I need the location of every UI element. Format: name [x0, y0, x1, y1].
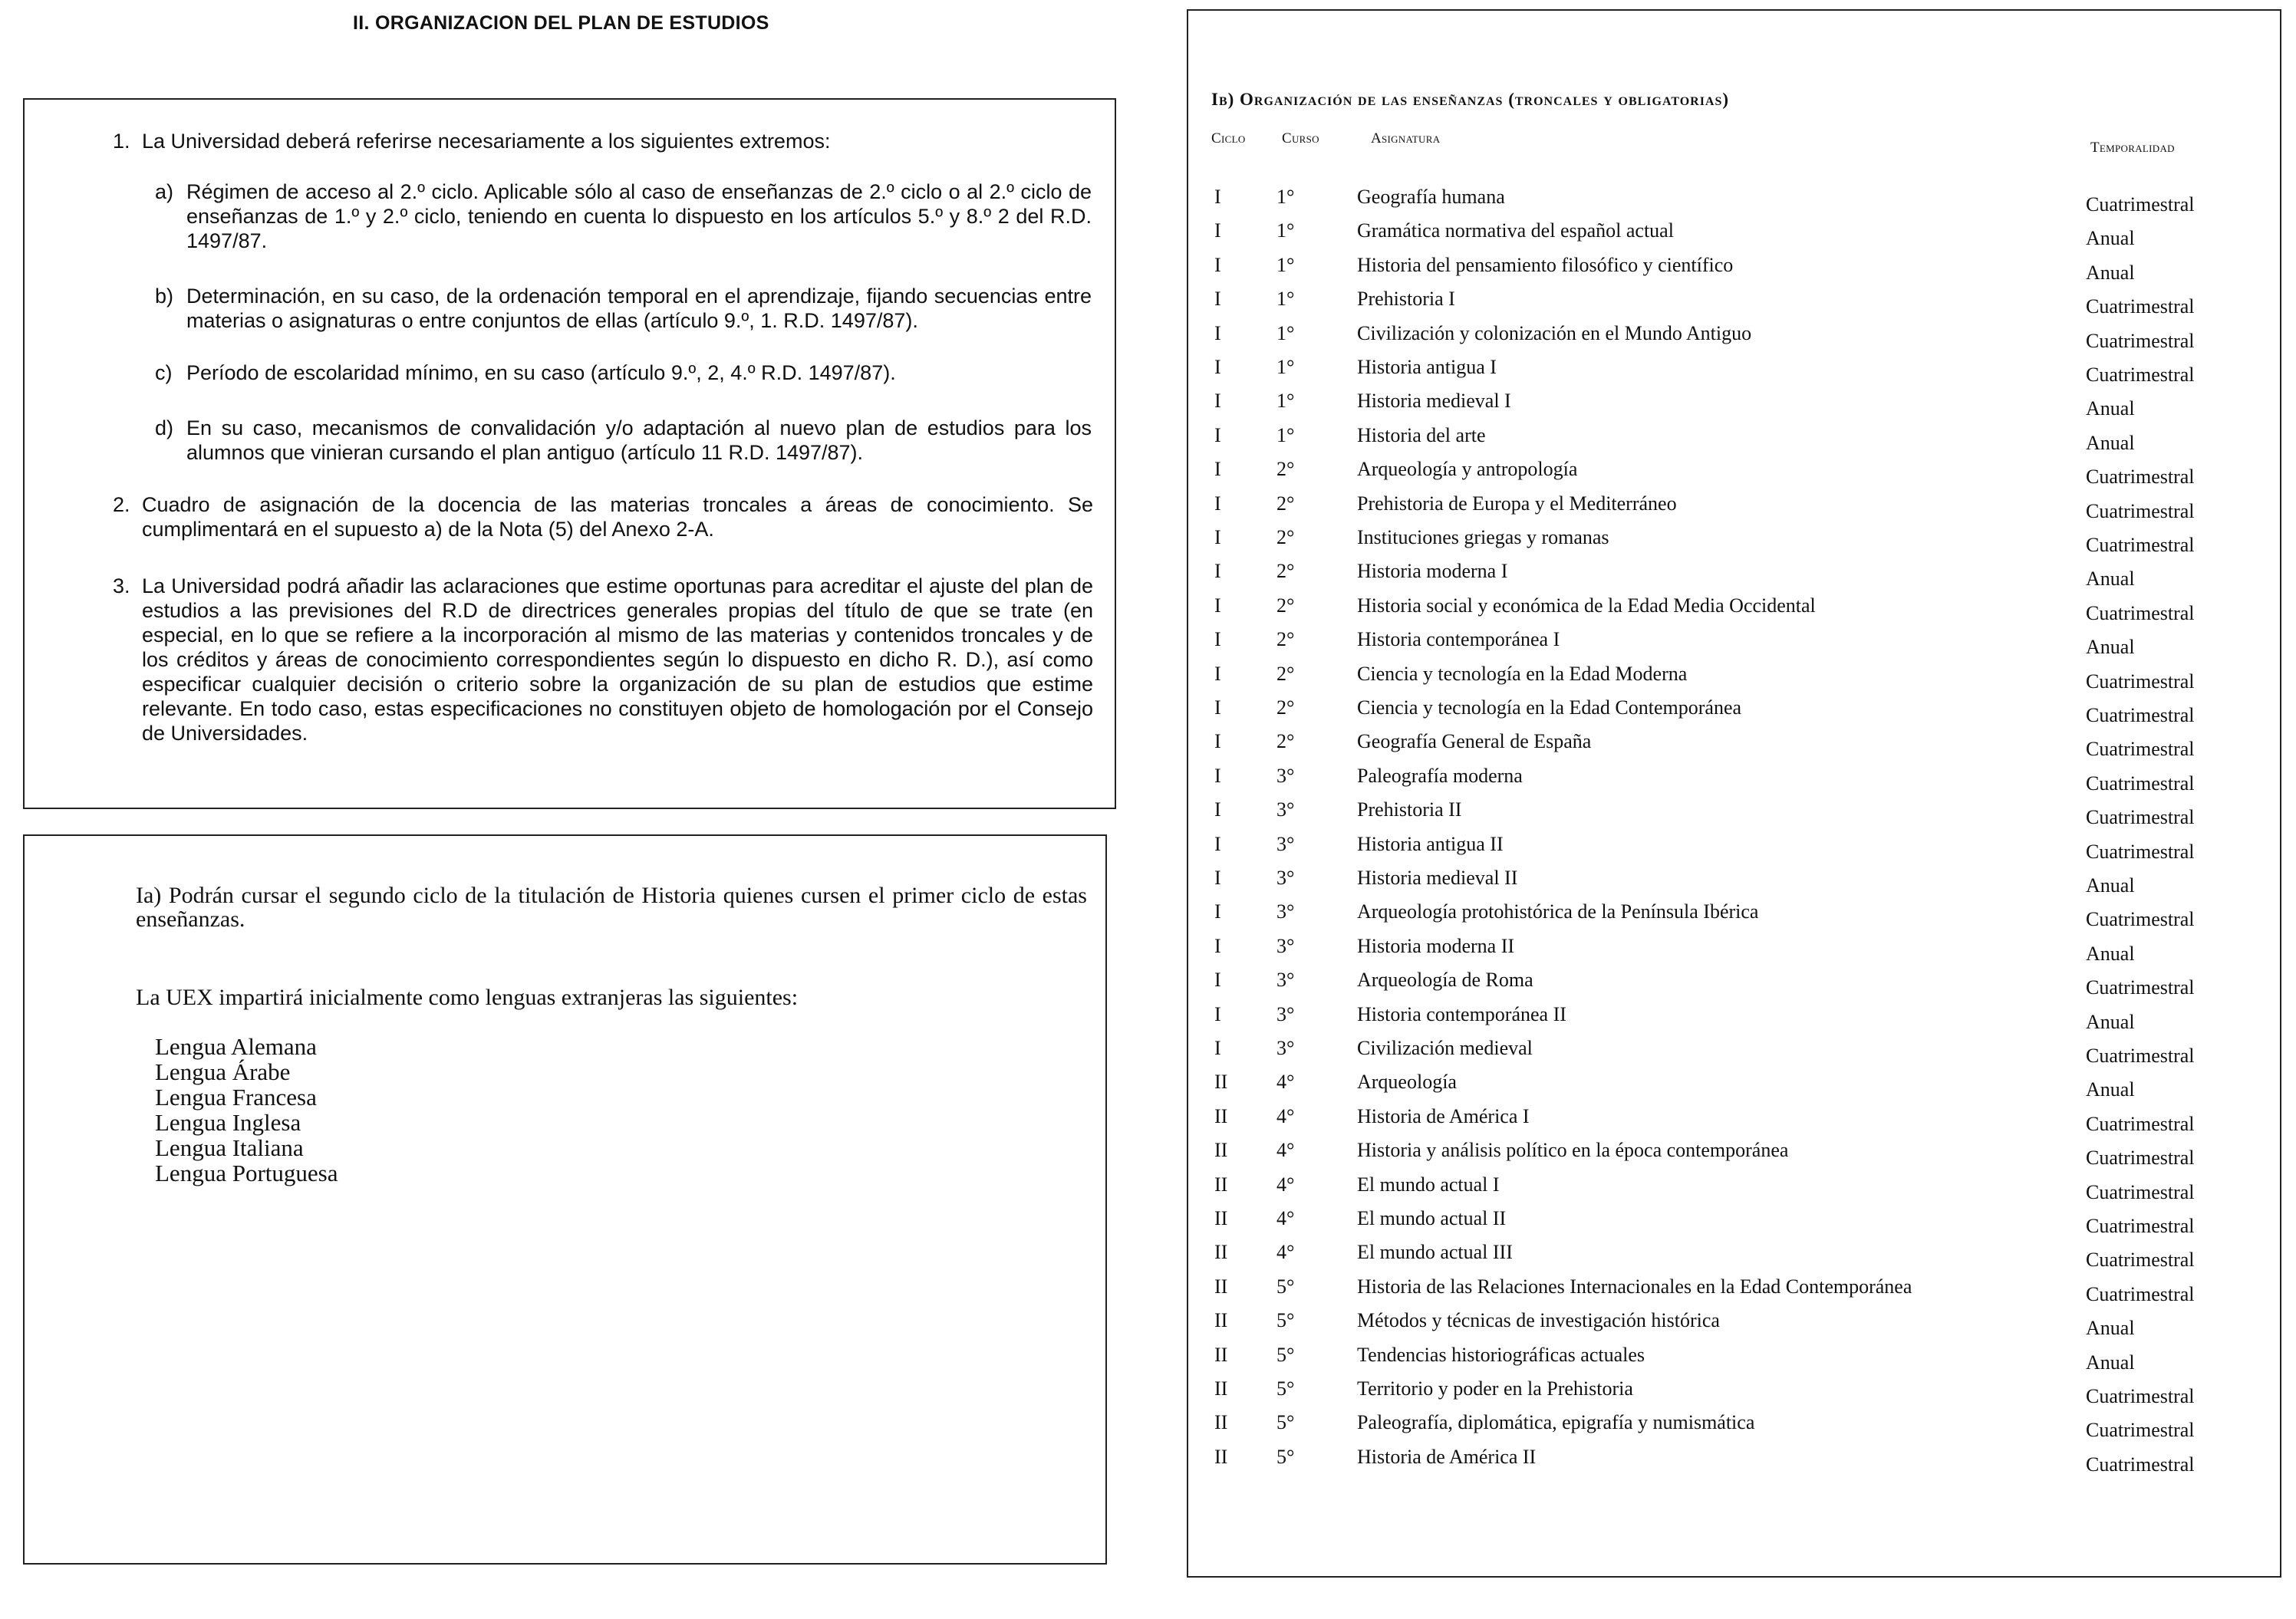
table-row — [1188, 1344, 2283, 1377]
curso-cell: 1° — [1276, 356, 1295, 378]
table-row — [1188, 1105, 2283, 1139]
curso-cell: 2° — [1276, 662, 1295, 685]
ciclo-cell: II — [1214, 1173, 1228, 1196]
temporalidad-cell: Anual — [2086, 261, 2135, 284]
ciclo-cell: II — [1214, 1139, 1228, 1162]
curso-cell: 1° — [1276, 253, 1295, 276]
temporalidad-cell: Cuatrimestral — [2086, 534, 2195, 556]
curso-cell: 1° — [1276, 219, 1295, 242]
table-row — [1188, 900, 2283, 934]
note-text: Período de escolaridad mínimo, en su caso (artículo 9.º, 2, 4.º R.D. 1497/87). — [186, 361, 896, 384]
curso-cell: 2° — [1276, 628, 1295, 651]
temporalidad-cell: Anual — [2086, 568, 2135, 591]
table-row — [1188, 1139, 2283, 1173]
asignatura-cell: Civilización y colonización en el Mundo Antiguo — [1357, 321, 1752, 344]
temporalidad-cell: Cuatrimestral — [2086, 806, 2195, 829]
note-number: 3. — [113, 574, 130, 597]
note-text: En su caso, mecanismos de convalidación y/o adaptación al nuevo plan de estudios para los alumnos que vinieran cursando el plan antiguo (artículo 11 R.D. 1497/87). — [186, 416, 1092, 464]
table-row — [1188, 219, 2283, 253]
table-row — [1188, 526, 2283, 560]
table-row — [1188, 288, 2283, 321]
table-row — [1188, 1241, 2283, 1275]
curso-cell: 2° — [1276, 458, 1295, 481]
ciclo-cell: I — [1214, 321, 1221, 344]
table-row — [1188, 867, 2283, 900]
temporalidad-cell: Cuatrimestral — [2086, 670, 2195, 693]
temporalidad-cell: Cuatrimestral — [2086, 601, 2195, 624]
table-title: Ib) Organización de las enseñanzas (troncales y obligatorias) — [1211, 90, 1730, 109]
ciclo-cell: I — [1214, 526, 1221, 548]
curso-cell: 2° — [1276, 696, 1295, 719]
asignatura-cell: Arqueología de Roma — [1357, 969, 1533, 992]
curso-cell: 3° — [1276, 798, 1295, 821]
subjects-table-box — [1187, 9, 2281, 1578]
asignatura-cell: Métodos y técnicas de investigación histórica — [1357, 1309, 1720, 1332]
curso-cell: 5° — [1276, 1309, 1295, 1332]
table-row — [1188, 1411, 2283, 1445]
temporalidad-cell: Cuatrimestral — [2086, 1147, 2195, 1170]
temporalidad-cell: Cuatrimestral — [2086, 1180, 2195, 1203]
header-ciclo: Ciclo — [1211, 130, 1246, 146]
curso-cell: 1° — [1276, 186, 1295, 208]
curso-cell: 2° — [1276, 560, 1295, 583]
table-row — [1188, 322, 2283, 356]
curso-cell: 1° — [1276, 390, 1295, 413]
ciclo-cell: II — [1214, 1071, 1228, 1094]
asignatura-cell: Geografía humana — [1357, 186, 1505, 208]
ciclo-cell: II — [1214, 1241, 1228, 1264]
asignatura-cell: Ciencia y tecnología en la Edad Moderna — [1357, 662, 1688, 685]
header-asignatura: Asignatura — [1371, 130, 1441, 146]
temporalidad-cell: Cuatrimestral — [2086, 329, 2195, 352]
ciclo-cell: I — [1214, 356, 1221, 378]
asignatura-cell: El mundo actual III — [1357, 1241, 1513, 1264]
notes-box — [23, 98, 1116, 809]
asignatura-cell: Historia y análisis político en la época contemporánea — [1357, 1139, 1789, 1162]
asignatura-cell: Historia de América II — [1357, 1445, 1537, 1468]
page-title: II. ORGANIZACION DEL PLAN DE ESTUDIOS — [353, 12, 769, 34]
curso-cell: 3° — [1276, 867, 1295, 889]
asignatura-cell: Tendencias historiográficas actuales — [1357, 1343, 1645, 1366]
curso-cell: 5° — [1276, 1377, 1295, 1400]
temporalidad-cell: Cuatrimestral — [2086, 1249, 2195, 1272]
curso-cell: 5° — [1276, 1275, 1295, 1298]
note-text: Régimen de acceso al 2.º ciclo. Aplicable sólo al caso de enseñanzas de 2.º ciclo o al 2.º ciclo de enseñanzas de 1.º y 2.º ciclo, teniendo en cuenta lo dispuesto en los artículos 5.º y 8.º 2 del R.D. 1497/87. — [186, 180, 1092, 252]
asignatura-cell: Historia del pensamiento filosófico y científico — [1357, 253, 1734, 276]
ciclo-cell: I — [1214, 458, 1221, 481]
ciclo-cell: I — [1214, 900, 1221, 923]
asignatura-cell: Civilización medieval — [1357, 1037, 1533, 1059]
ciclo-cell: I — [1214, 288, 1221, 311]
asignatura-cell: Arqueología y antropología — [1357, 458, 1578, 481]
table-row — [1188, 1207, 2283, 1241]
curso-cell: 1° — [1276, 423, 1295, 446]
asignatura-cell: Prehistoria de Europa y el Mediterráneo — [1357, 492, 1677, 515]
curso-cell: 3° — [1276, 1037, 1295, 1059]
table-row — [1188, 560, 2283, 594]
temporalidad-cell: Cuatrimestral — [2086, 908, 2195, 931]
temporalidad-cell: Cuatrimestral — [2086, 1112, 2195, 1135]
note-text: Determinación, en su caso, de la ordenación temporal en el aprendizaje, fijando secuencias entre materias o asignaturas o entre conjuntos de ellas (artículo 9.º, 1. R.D. 1497/87). — [186, 285, 1092, 332]
curso-cell: 2° — [1276, 730, 1295, 753]
curso-cell: 3° — [1276, 832, 1295, 855]
curso-cell: 5° — [1276, 1343, 1295, 1366]
temporalidad-cell: Anual — [2086, 1351, 2135, 1374]
note-text: La Universidad deberá referirse necesariamente a los siguientes extremos: — [142, 130, 831, 153]
note-letter: a) — [155, 180, 174, 203]
temporalidad-cell: Cuatrimestral — [2086, 1453, 2195, 1476]
temporalidad-cell: Cuatrimestral — [2086, 704, 2195, 726]
curso-cell: 1° — [1276, 321, 1295, 344]
ciclo-cell: I — [1214, 1037, 1221, 1059]
table-row — [1188, 1037, 2283, 1071]
temporalidad-cell: Cuatrimestral — [2086, 840, 2195, 863]
ciclo-cell: I — [1214, 969, 1221, 992]
ia-paragraph: Ia) Podrán cursar el segundo ciclo de la titulación de Historia quienes cursen el primer ciclo de estas enseñanzas. — [136, 883, 1087, 932]
language-item: Lengua Italiana — [155, 1134, 304, 1161]
curso-cell: 3° — [1276, 934, 1295, 957]
table-row — [1188, 798, 2283, 832]
temporalidad-cell: Cuatrimestral — [2086, 364, 2195, 386]
temporalidad-cell: Anual — [2086, 1078, 2135, 1101]
asignatura-cell: Arqueología — [1357, 1071, 1457, 1094]
table-row — [1188, 730, 2283, 764]
curso-cell: 4° — [1276, 1173, 1295, 1196]
ciclo-cell: I — [1214, 696, 1221, 719]
table-row — [1188, 356, 2283, 390]
curso-cell: 2° — [1276, 594, 1295, 617]
ciclo-cell: II — [1214, 1309, 1228, 1332]
language-item: Lengua Inglesa — [155, 1109, 301, 1136]
language-item: Lengua Árabe — [155, 1058, 291, 1085]
note-letter: d) — [155, 416, 174, 439]
note-number: 1. — [113, 130, 130, 153]
note-text: La Universidad podrá añadir las aclaraciones que estime oportunas para acreditar el ajuste del plan de estudios a las previsiones del R.D de directrices generales propias del título de que se trate (en especial, en lo que se refiere a la incorporación al mismo de las materias y contenidos troncales y de los créditos y áreas de conocimiento correspondientes según lo dispuesto en dicho R. D.), así como especificar cualquier decisión o criterio sobre la organización de su plan de estudios que estime relevante. En todo caso, estas especificaciones no constituyen objeto de homologación por el Consejo de Universidades. — [142, 574, 1093, 745]
temporalidad-cell: Anual — [2086, 874, 2135, 897]
ciclo-cell: I — [1214, 730, 1221, 753]
ciclo-cell: I — [1214, 1002, 1221, 1025]
asignatura-cell: Historia antigua I — [1357, 356, 1497, 378]
table-row — [1188, 765, 2283, 798]
curso-cell: 5° — [1276, 1445, 1295, 1468]
temporalidad-cell: Anual — [2086, 227, 2135, 250]
temporalidad-cell: Cuatrimestral — [2086, 976, 2195, 999]
ciclo-cell: I — [1214, 628, 1221, 651]
temporalidad-cell: Cuatrimestral — [2086, 1282, 2195, 1305]
ciclo-cell: I — [1214, 798, 1221, 821]
asignatura-cell: Historia moderna I — [1357, 560, 1508, 583]
temporalidad-cell: Anual — [2086, 942, 2135, 965]
curso-cell: 4° — [1276, 1071, 1295, 1094]
asignatura-cell: Historia contemporánea I — [1357, 628, 1560, 651]
header-curso: Curso — [1282, 130, 1319, 146]
asignatura-cell: Territorio y poder en la Prehistoria — [1357, 1377, 1633, 1400]
table-row — [1188, 935, 2283, 969]
ciclo-cell: I — [1214, 832, 1221, 855]
header-temporalidad: Temporalidad — [2090, 140, 2175, 156]
curso-cell: 4° — [1276, 1139, 1295, 1162]
ciclo-cell: II — [1214, 1445, 1228, 1468]
temporalidad-cell: Anual — [2086, 397, 2135, 420]
temporalidad-cell: Cuatrimestral — [2086, 1385, 2195, 1407]
ciclo-cell: I — [1214, 560, 1221, 583]
curso-cell: 4° — [1276, 1241, 1295, 1264]
curso-cell: 4° — [1276, 1104, 1295, 1127]
table-row — [1188, 969, 2283, 1002]
table-row — [1188, 594, 2283, 628]
asignatura-cell: Historia medieval II — [1357, 867, 1518, 889]
asignatura-cell: Geografía General de España — [1357, 730, 1592, 753]
ciclo-cell: I — [1214, 492, 1221, 515]
ciclo-cell: I — [1214, 219, 1221, 242]
ciclo-cell: II — [1214, 1343, 1228, 1366]
ciclo-cell: I — [1214, 390, 1221, 413]
language-item: Lengua Alemana — [155, 1033, 317, 1060]
asignatura-cell: Historia social y económica de la Edad Media Occidental — [1357, 594, 1816, 617]
curso-cell: 3° — [1276, 969, 1295, 992]
temporalidad-cell: Cuatrimestral — [2086, 1419, 2195, 1442]
curso-cell: 3° — [1276, 900, 1295, 923]
ciclo-cell: I — [1214, 764, 1221, 787]
ciclo-cell: I — [1214, 594, 1221, 617]
additional-notes-box — [23, 834, 1107, 1565]
asignatura-cell: Historia de las Relaciones Internacionales en la Edad Contemporánea — [1357, 1275, 1912, 1298]
table-row — [1188, 1309, 2283, 1343]
temporalidad-cell: Cuatrimestral — [2086, 499, 2195, 522]
curso-cell: 2° — [1276, 526, 1295, 548]
asignatura-cell: Prehistoria I — [1357, 288, 1455, 311]
temporalidad-cell: Cuatrimestral — [2086, 1215, 2195, 1237]
asignatura-cell: Historia medieval I — [1357, 390, 1511, 413]
table-row — [1188, 492, 2283, 526]
note-text: Cuadro de asignación de la docencia de las materias troncales a áreas de conocimiento. Se cumplimentará en el supuesto a) de la Nota (5) del Anexo 2-A. — [142, 493, 1093, 541]
table-row — [1188, 663, 2283, 696]
ciclo-cell: II — [1214, 1104, 1228, 1127]
table-row — [1188, 1446, 2283, 1479]
table-row — [1188, 458, 2283, 492]
curso-cell: 3° — [1276, 764, 1295, 787]
language-item: Lengua Francesa — [155, 1084, 317, 1111]
asignatura-cell: Gramática normativa del español actual — [1357, 219, 1674, 242]
languages-intro: La UEX impartirá inicialmente como lenguas extranjeras las siguientes: — [136, 985, 799, 1010]
ciclo-cell: I — [1214, 867, 1221, 889]
asignatura-cell: Historia del arte — [1357, 423, 1486, 446]
asignatura-cell: Instituciones griegas y romanas — [1357, 526, 1609, 548]
table-row — [1188, 1071, 2283, 1104]
ciclo-cell: I — [1214, 423, 1221, 446]
note-letter: b) — [155, 285, 174, 308]
temporalidad-cell: Anual — [2086, 1317, 2135, 1340]
ciclo-cell: II — [1214, 1207, 1228, 1229]
table-row — [1188, 186, 2283, 219]
curso-cell: 5° — [1276, 1411, 1295, 1434]
table-row — [1188, 1275, 2283, 1309]
asignatura-cell: Ciencia y tecnología en la Edad Contemporánea — [1357, 696, 1742, 719]
note-number: 2. — [113, 493, 130, 516]
table-row — [1188, 1173, 2283, 1207]
table-row — [1188, 254, 2283, 288]
table-row — [1188, 1003, 2283, 1037]
asignatura-cell: Historia de América I — [1357, 1104, 1530, 1127]
temporalidad-cell: Cuatrimestral — [2086, 738, 2195, 761]
table-row — [1188, 833, 2283, 867]
ciclo-cell: II — [1214, 1377, 1228, 1400]
ciclo-cell: I — [1214, 662, 1221, 685]
temporalidad-cell: Cuatrimestral — [2086, 466, 2195, 489]
table-row — [1188, 390, 2283, 423]
ciclo-cell: I — [1214, 186, 1221, 208]
asignatura-cell: Historia antigua II — [1357, 832, 1504, 855]
table-row — [1188, 696, 2283, 730]
asignatura-cell: El mundo actual I — [1357, 1173, 1500, 1196]
table-row — [1188, 424, 2283, 458]
curso-cell: 3° — [1276, 1002, 1295, 1025]
temporalidad-cell: Anual — [2086, 431, 2135, 454]
language-item: Lengua Portuguesa — [155, 1160, 338, 1186]
asignatura-cell: Prehistoria II — [1357, 798, 1462, 821]
curso-cell: 1° — [1276, 288, 1295, 311]
table-row — [1188, 1377, 2283, 1411]
curso-cell: 2° — [1276, 492, 1295, 515]
asignatura-cell: Historia contemporánea II — [1357, 1002, 1566, 1025]
table-row — [1188, 628, 2283, 662]
temporalidad-cell: Anual — [2086, 1010, 2135, 1033]
ciclo-cell: II — [1214, 1275, 1228, 1298]
ciclo-cell: I — [1214, 253, 1221, 276]
asignatura-cell: Paleografía, diplomática, epigrafía y numismática — [1357, 1411, 1755, 1434]
temporalidad-cell: Cuatrimestral — [2086, 193, 2195, 216]
ciclo-cell: I — [1214, 934, 1221, 957]
curso-cell: 4° — [1276, 1207, 1295, 1229]
temporalidad-cell: Cuatrimestral — [2086, 772, 2195, 795]
temporalidad-cell: Cuatrimestral — [2086, 295, 2195, 318]
ciclo-cell: II — [1214, 1411, 1228, 1434]
asignatura-cell: Arqueología protohistórica de la Península Ibérica — [1357, 900, 1759, 923]
note-letter: c) — [155, 361, 173, 384]
temporalidad-cell: Anual — [2086, 636, 2135, 659]
temporalidad-cell: Cuatrimestral — [2086, 1045, 2195, 1067]
asignatura-cell: El mundo actual II — [1357, 1207, 1507, 1229]
asignatura-cell: Paleografía moderna — [1357, 764, 1523, 787]
asignatura-cell: Historia moderna II — [1357, 934, 1515, 957]
